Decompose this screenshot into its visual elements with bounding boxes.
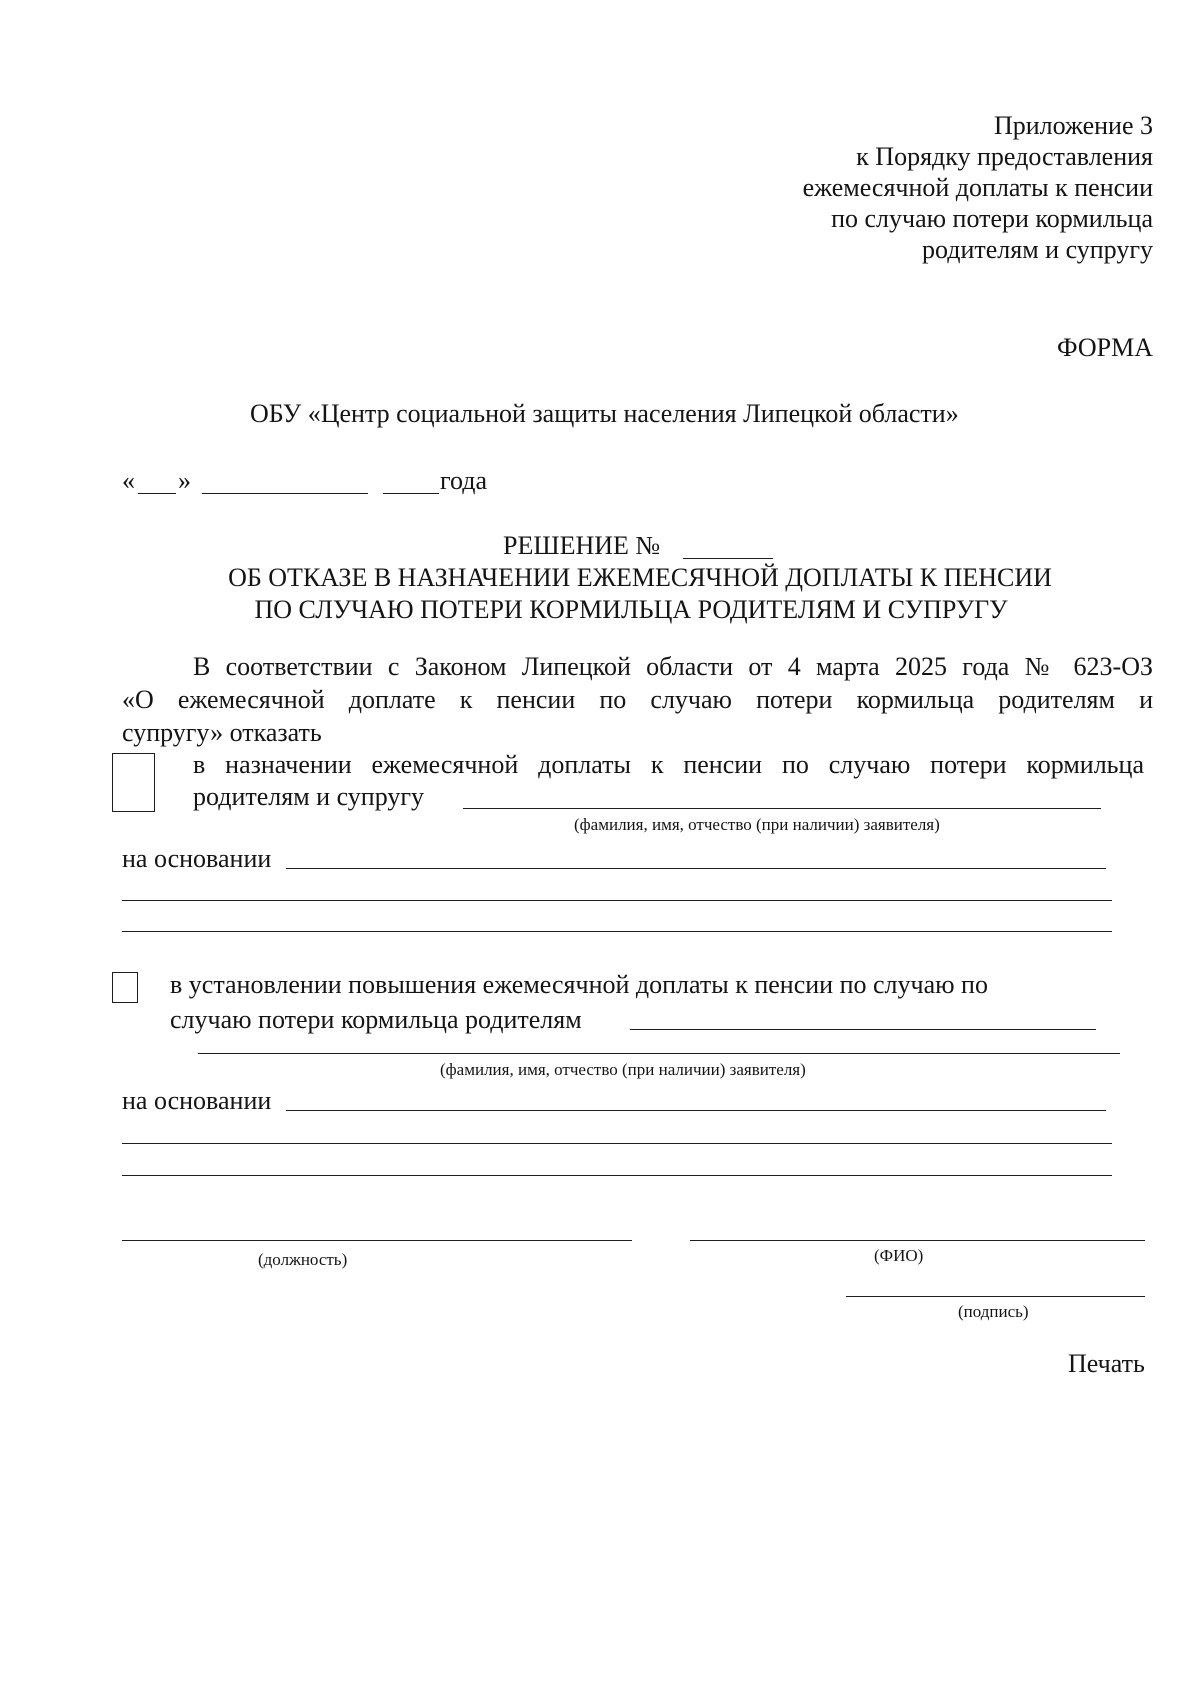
option-1-line-1: в назначении ежемесячной доплаты к пенсии по случаю потери кормильца [193,750,1144,779]
organization-name: ОБУ «Центр социальной защиты населения Липецкой области» [250,399,959,428]
option-2-applicant-field-1[interactable] [630,1029,1096,1030]
signature-field[interactable] [846,1296,1145,1297]
option-1-basis-field-3[interactable] [122,931,1112,932]
option-2-basis-field-1[interactable] [286,1110,1106,1111]
option-2-checkbox[interactable] [112,972,138,1003]
date-close-quote: » [178,466,191,495]
appendix-line-4: по случаю потери кормильца [831,204,1153,233]
month-blank[interactable] [202,493,368,494]
option-2-line-2: случаю потери кормильца родителям [170,1005,582,1034]
decision-title-line-3: ПО СЛУЧАЮ ПОТЕРИ КОРМИЛЬЦА РОДИТЕЛЯМ И СУПРУГУ [254,595,1008,624]
date-open-quote: « [122,466,135,495]
decision-number-blank[interactable] [683,558,773,559]
position-field[interactable] [122,1240,632,1241]
full-name-field[interactable] [690,1240,1145,1241]
option-2-basis-label: на основании [122,1086,272,1115]
body-line-1: В соответствии с Законом Липецкой области от 4 марта 2025 года № 623-ОЗ [193,652,1153,681]
option-2-line-1: в установлении повышения ежемесячной доплаты к пенсии по случаю по [170,970,988,999]
appendix-line-2: к Порядку предоставления [856,142,1153,171]
option-2-basis-field-3[interactable] [122,1175,1112,1176]
option-2-basis-field-2[interactable] [122,1143,1112,1144]
stamp-label: Печать [1068,1349,1145,1378]
option-2-applicant-hint: (фамилия, имя, отчество (при наличии) заявителя) [440,1060,806,1079]
year-blank[interactable] [383,493,439,494]
option-1-basis-label: на основании [122,844,272,873]
day-blank[interactable] [138,493,176,494]
option-1-basis-field-1[interactable] [286,868,1106,869]
appendix-line-1: Приложение 3 [993,111,1153,140]
option-1-line-2: родителям и супругу [193,782,425,811]
full-name-hint: (ФИО) [874,1246,924,1265]
option-1-applicant-hint: (фамилия, имя, отчество (при наличии) заявителя) [574,815,940,834]
year-word: года [440,466,488,495]
option-1-checkbox[interactable] [112,753,155,812]
body-line-2: «О ежемесячной доплате к пенсии по случаю потери кормильца родителям и [122,685,1153,714]
decision-number-label: РЕШЕНИЕ № [503,531,661,560]
body-line-3: супругу» отказать [122,718,322,747]
option-1-applicant-field[interactable] [463,808,1101,809]
position-hint: (должность) [258,1250,348,1269]
decision-title-line-2: ОБ ОТКАЗЕ В НАЗНАЧЕНИИ ЕЖЕМЕСЯЧНОЙ ДОПЛАТЫ К ПЕНСИИ [228,563,1052,592]
form-label: ФОРМА [1057,333,1153,362]
option-2-applicant-field-2[interactable] [198,1053,1120,1054]
appendix-line-5: родителям и супругу [921,235,1153,264]
signature-hint: (подпись) [958,1302,1029,1321]
appendix-line-3: ежемесячной доплаты к пенсии [802,173,1153,202]
option-1-basis-field-2[interactable] [122,900,1112,901]
